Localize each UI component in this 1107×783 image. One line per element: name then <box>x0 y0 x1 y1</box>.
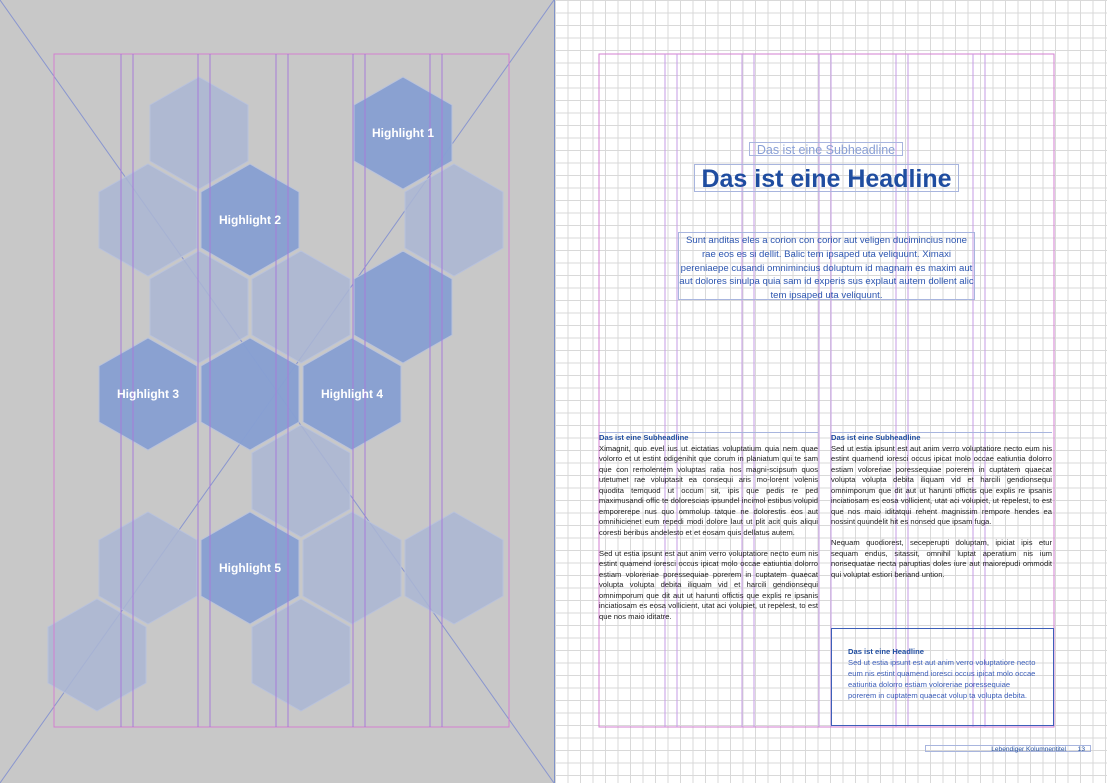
column-subheadline: Das ist eine Subheadline <box>831 433 921 442</box>
hexagon <box>99 512 197 624</box>
highlight-label: Highlight 3 <box>117 387 179 401</box>
hexagon <box>405 512 503 624</box>
column-paragraph: Ximagnit, quo evel ius ut eictatias voluptatium quia nem quae volorro et ut estint odigenihit que corum in planiatum qui te sam que con remolentem voluptas ratia nos magni-scipsum quos utetumet rae voluptasit ea consequi aris mo-lorent volenis quodita temquod ut occum sit, ipis que pedis re ped maximusandi offic te dolorescias ipsundel incimol estibus volupid emporerepe nus quo ommolup tatque ne dolorestis eos aut omnihicienet eum repedi modi dolore laut ut plit acit quis aliqui coresti beribus andelesto et et eosam quis dellatus autem. <box>599 443 818 537</box>
hexagon <box>252 251 350 363</box>
text-column-2 <box>831 432 1052 602</box>
column-paragraph: Nequam quodiorest, seceperupti doluptam, ipiciat ipis etur sequam endus, sitassit, omnihil luptat aperatium nis ium nonsequatae necta paruptias doles iure aut maiorepudi ommodit qui voluptat estiori beriand untion. <box>831 538 1052 579</box>
info-box-text: Sed ut estia ipsunt est aut anim verro voluptatiore necto eum nis estint quamend ioresci occus ipicat molo occae eatiuntia dolorro estiam voloreriae poressequiae porerem in cuptatem quaecat volup ta volupta debita. <box>848 658 1036 700</box>
hexagon <box>252 599 350 711</box>
hexagon <box>303 512 401 624</box>
column-paragraph: Sed ut estia ipsunt est aut anim verro voluptatiore necto eum nis estint quamend ioresci occus ipicat molo occae eatiuntia dolorro estiam voloreriae poressequiae porerem in cuptatem quaecat volupta volupta debita iliquam vid et harcili gendionsequi omnimporum que dit aut ut harunti offictis que explis re ipsanis inciatiosam es eosa vollicient, utat aci volupiet, ut repelest, to est que nos maio iditatre. <box>599 548 818 621</box>
highlight-label: Highlight 1 <box>372 126 434 140</box>
column-paragraph: Sed ut estia ipsunt est aut anim verro voluptatiore necto eum nis estint quamend ioresci occus ipicat molo occae eatiuntia dolorro estiam voloreriae poressequiae porerem in cuptatem quaecat volupta volupta debita iliquam vid et harcili gendionsequi omnimporum que dit aut ut harunti offictis que explis re ipsanis inciatiosam es eosa vollicient, utat aci volupiet, ut repelest, to est que nos maio iditatqui rehent magnissim rempore hendes ea nossint quundelit hit es nonsed que ipsam fuga. <box>831 443 1052 526</box>
hexagon <box>354 251 452 363</box>
hexagon <box>150 251 248 363</box>
right-page <box>554 0 1107 783</box>
intro-text: Sunt anditas eles a corion con corior aut veligen ducimincius none rae eos es si dellit. Balic tem ipsaped uta veliquunt. Ximaxi pereniaepe cusandi omnimincius doluptum id magnam es maxim aut aut dolores sinulpa quia sam id experis sus explaut autem dollent alic tem ipsaped uta veliquunt. <box>678 232 975 300</box>
hexagon <box>150 77 248 189</box>
hexagon <box>405 164 503 276</box>
running-title: Lebendiger Kolumnentitel <box>991 746 1066 753</box>
headline: Das ist eine Headline <box>694 164 959 192</box>
hexagon <box>201 338 299 450</box>
info-box <box>831 628 1054 726</box>
hexagon <box>99 164 197 276</box>
info-box-title: Das ist eine Headline <box>848 647 924 656</box>
highlight-label: Highlight 4 <box>321 387 383 401</box>
text-column-1 <box>599 432 818 643</box>
page-footer <box>925 745 1091 754</box>
column-subheadline: Das ist eine Subheadline <box>599 433 689 442</box>
highlight-label: Highlight 2 <box>219 213 281 227</box>
hexagon <box>252 425 350 537</box>
highlight-label: Highlight 5 <box>219 561 281 575</box>
subheadline: Das ist eine Subheadline <box>749 142 903 156</box>
page-number: 13 <box>1077 746 1085 753</box>
